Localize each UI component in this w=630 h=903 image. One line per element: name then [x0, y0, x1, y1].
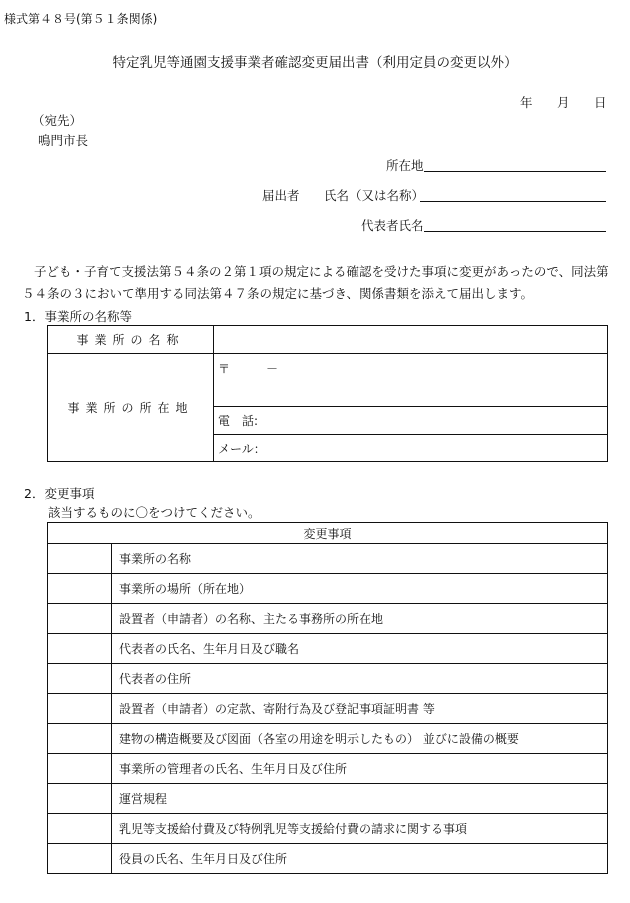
addressee-label: （宛先） — [32, 113, 83, 128]
facility-name-field[interactable] — [214, 326, 608, 354]
change-item-mark-cell[interactable] — [48, 754, 112, 784]
addressee-name: 鳴門市長 — [38, 133, 89, 148]
change-items-header: 変更事項 — [48, 523, 608, 544]
body-text: 子ども・子育て支援法第５４条の２第１項の規定による確認を受けた事項に変更があったので、同法第５４条の３において準用する同法第４７条の規定に基づき、関係書類を添えて届出します。 — [22, 264, 609, 301]
change-item-label: 運営規程 — [112, 784, 608, 814]
change-item-label: 設置者（申請者）の定款、寄附行為及び登記事項証明書 等 — [112, 694, 608, 724]
change-item-label: 事業所の管理者の氏名、生年月日及び住所 — [112, 754, 608, 784]
facility-name-label: 事業所の名称 — [48, 326, 214, 354]
change-item-label: 乳児等支援給付費及び特例乳児等支援給付費の請求に関する事項 — [112, 814, 608, 844]
change-item-row — [48, 544, 608, 574]
change-item-mark-cell[interactable] — [48, 634, 112, 664]
date-year-label: 年 — [520, 95, 533, 110]
change-item-mark-cell[interactable] — [48, 664, 112, 694]
address-label: 所在地 — [386, 158, 424, 173]
facility-location-label: 事業所の所在地 — [48, 354, 214, 462]
document-title: 特定乳児等通園支援事業者確認変更届出書（利用定員の変更以外） — [112, 55, 518, 71]
email-field[interactable]: メール： — [214, 435, 608, 462]
representative-line[interactable] — [424, 231, 606, 232]
name-line[interactable] — [420, 201, 606, 202]
change-item-row — [48, 574, 608, 604]
change-item-row — [48, 724, 608, 754]
postal-code-field[interactable]: 〒 － — [214, 354, 608, 407]
change-item-label: 役員の氏名、生年月日及び住所 — [112, 844, 608, 874]
facility-info-table — [47, 325, 608, 462]
representative-label: 代表者氏名 — [361, 218, 424, 233]
address-line[interactable] — [424, 171, 606, 172]
change-item-row — [48, 634, 608, 664]
phone-field[interactable]: 電 話: — [214, 407, 608, 435]
section2-heading: 2．変更事項 — [24, 486, 95, 501]
change-item-mark-cell[interactable] — [48, 784, 112, 814]
change-item-row — [48, 814, 608, 844]
change-item-mark-cell[interactable] — [48, 844, 112, 874]
change-item-mark-cell[interactable] — [48, 544, 112, 574]
section1-heading: 1．事業所の名称等 — [24, 309, 132, 324]
name-label: 氏名（又は名称） — [324, 188, 425, 203]
change-item-mark-cell[interactable] — [48, 574, 112, 604]
change-item-mark-cell[interactable] — [48, 814, 112, 844]
change-item-label: 建物の構造概要及び図面（各室の用途を明示したもの） 並びに設備の概要 — [112, 724, 608, 754]
date-month-label: 月 — [557, 95, 570, 110]
change-item-row — [48, 784, 608, 814]
change-item-mark-cell[interactable] — [48, 724, 112, 754]
change-item-label: 事業所の名称 — [112, 544, 608, 574]
submitter-label: 届出者 — [262, 188, 300, 203]
change-item-label: 設置者（申請者）の名称、主たる事務所の所在地 — [112, 604, 608, 634]
section2-instruction: 該当するものに〇をつけてください。 — [48, 505, 261, 520]
change-item-row — [48, 664, 608, 694]
change-items-table — [47, 522, 608, 874]
date-day-label: 日 — [594, 95, 607, 110]
change-item-mark-cell[interactable] — [48, 694, 112, 724]
change-item-row — [48, 694, 608, 724]
change-item-label: 代表者の氏名、生年月日及び職名 — [112, 634, 608, 664]
change-item-row — [48, 844, 608, 874]
form-number: 様式第４８号(第５１条関係) — [4, 12, 158, 26]
change-item-label: 代表者の住所 — [112, 664, 608, 694]
change-item-label: 事業所の場所（所在地） — [112, 574, 608, 604]
change-item-row — [48, 754, 608, 784]
change-item-row — [48, 604, 608, 634]
change-item-mark-cell[interactable] — [48, 604, 112, 634]
